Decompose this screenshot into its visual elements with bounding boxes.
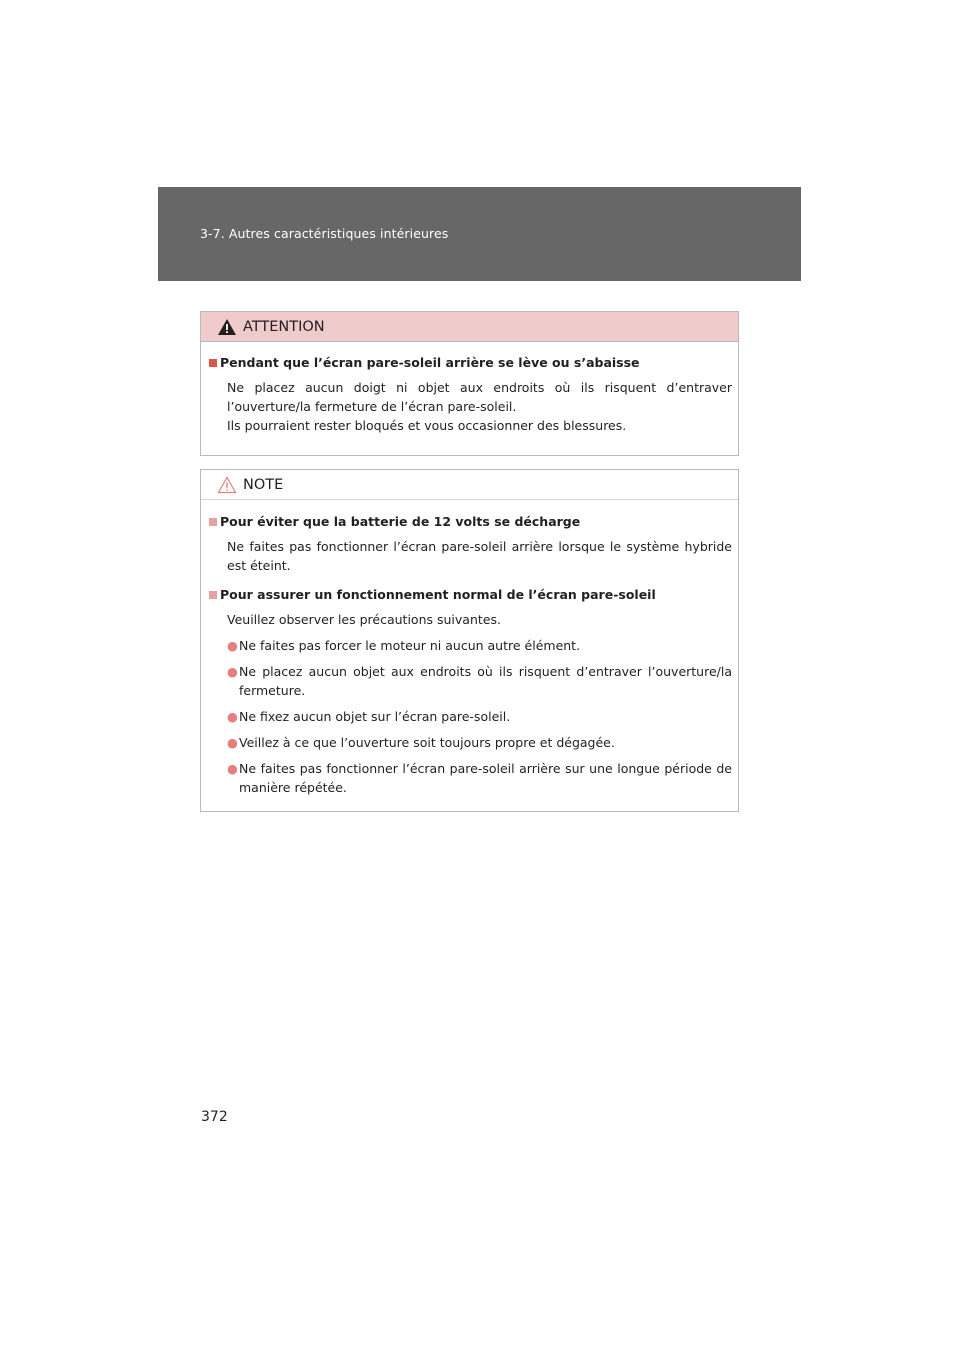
square-bullet-icon	[209, 518, 217, 526]
attention-body	[201, 342, 738, 435]
page-number: 372	[201, 1109, 228, 1125]
attention-item-text-2: Ils pourraient rester bloqués et vous occasionner des blessures.	[227, 418, 627, 433]
section-title: 3-7. Autres caractéristiques intérieures	[200, 226, 449, 241]
caution-triangle-outline-icon	[217, 476, 237, 494]
list-item: ● Ne fixez aucun objet sur l’écran pare-soleil.	[227, 709, 511, 724]
dot-bullet-icon: ●	[227, 709, 238, 724]
note-header	[201, 470, 738, 500]
note-item-title-2: Pour assurer un fonctionnement normal de l’écran pare-soleil	[209, 586, 732, 604]
attention-item-text: Ne placez aucun doigt ni objet aux endroits où ils risquent d’entraver l’ouverture/la fermeture de l’écran pare-soleil.	[227, 380, 732, 414]
note-body	[201, 500, 738, 797]
list-item: ● Veillez à ce que l’ouverture soit toujours propre et dégagée.	[227, 735, 615, 750]
warning-triangle-icon	[217, 318, 237, 336]
dot-bullet-icon: ●	[227, 664, 238, 679]
square-bullet-icon	[209, 591, 217, 599]
attention-item-title: Pendant que l’écran pare-soleil arrière se lève ou s’abaisse	[209, 354, 732, 372]
note-box	[200, 469, 739, 812]
attention-box	[200, 311, 739, 456]
list-item: ● Ne faites pas forcer le moteur ni aucun autre élément.	[227, 638, 581, 653]
note-label: NOTE	[243, 477, 284, 493]
note-item-text-1: Ne faites pas fonctionner l’écran pare-soleil arrière lorsque le système hybride est éteint.	[227, 539, 732, 573]
note-item-title-1: Pour éviter que la batterie de 12 volts se décharge	[209, 513, 732, 531]
section-header-band	[158, 187, 801, 281]
dot-bullet-icon: ●	[227, 761, 238, 776]
attention-label: ATTENTION	[243, 319, 325, 335]
square-bullet-icon	[209, 359, 217, 367]
list-item: ● Ne faites pas fonctionner l’écran pare-soleil arrière sur une longue période de manière répétée.	[227, 761, 732, 795]
attention-header	[201, 312, 738, 342]
list-item: ● Ne placez aucun objet aux endroits où ils risquent d’entraver l’ouverture/la fermeture.	[227, 664, 732, 698]
dot-bullet-icon: ●	[227, 638, 238, 653]
dot-bullet-icon: ●	[227, 735, 238, 750]
note-item-text-2: Veuillez observer les précautions suivantes.	[227, 612, 501, 627]
